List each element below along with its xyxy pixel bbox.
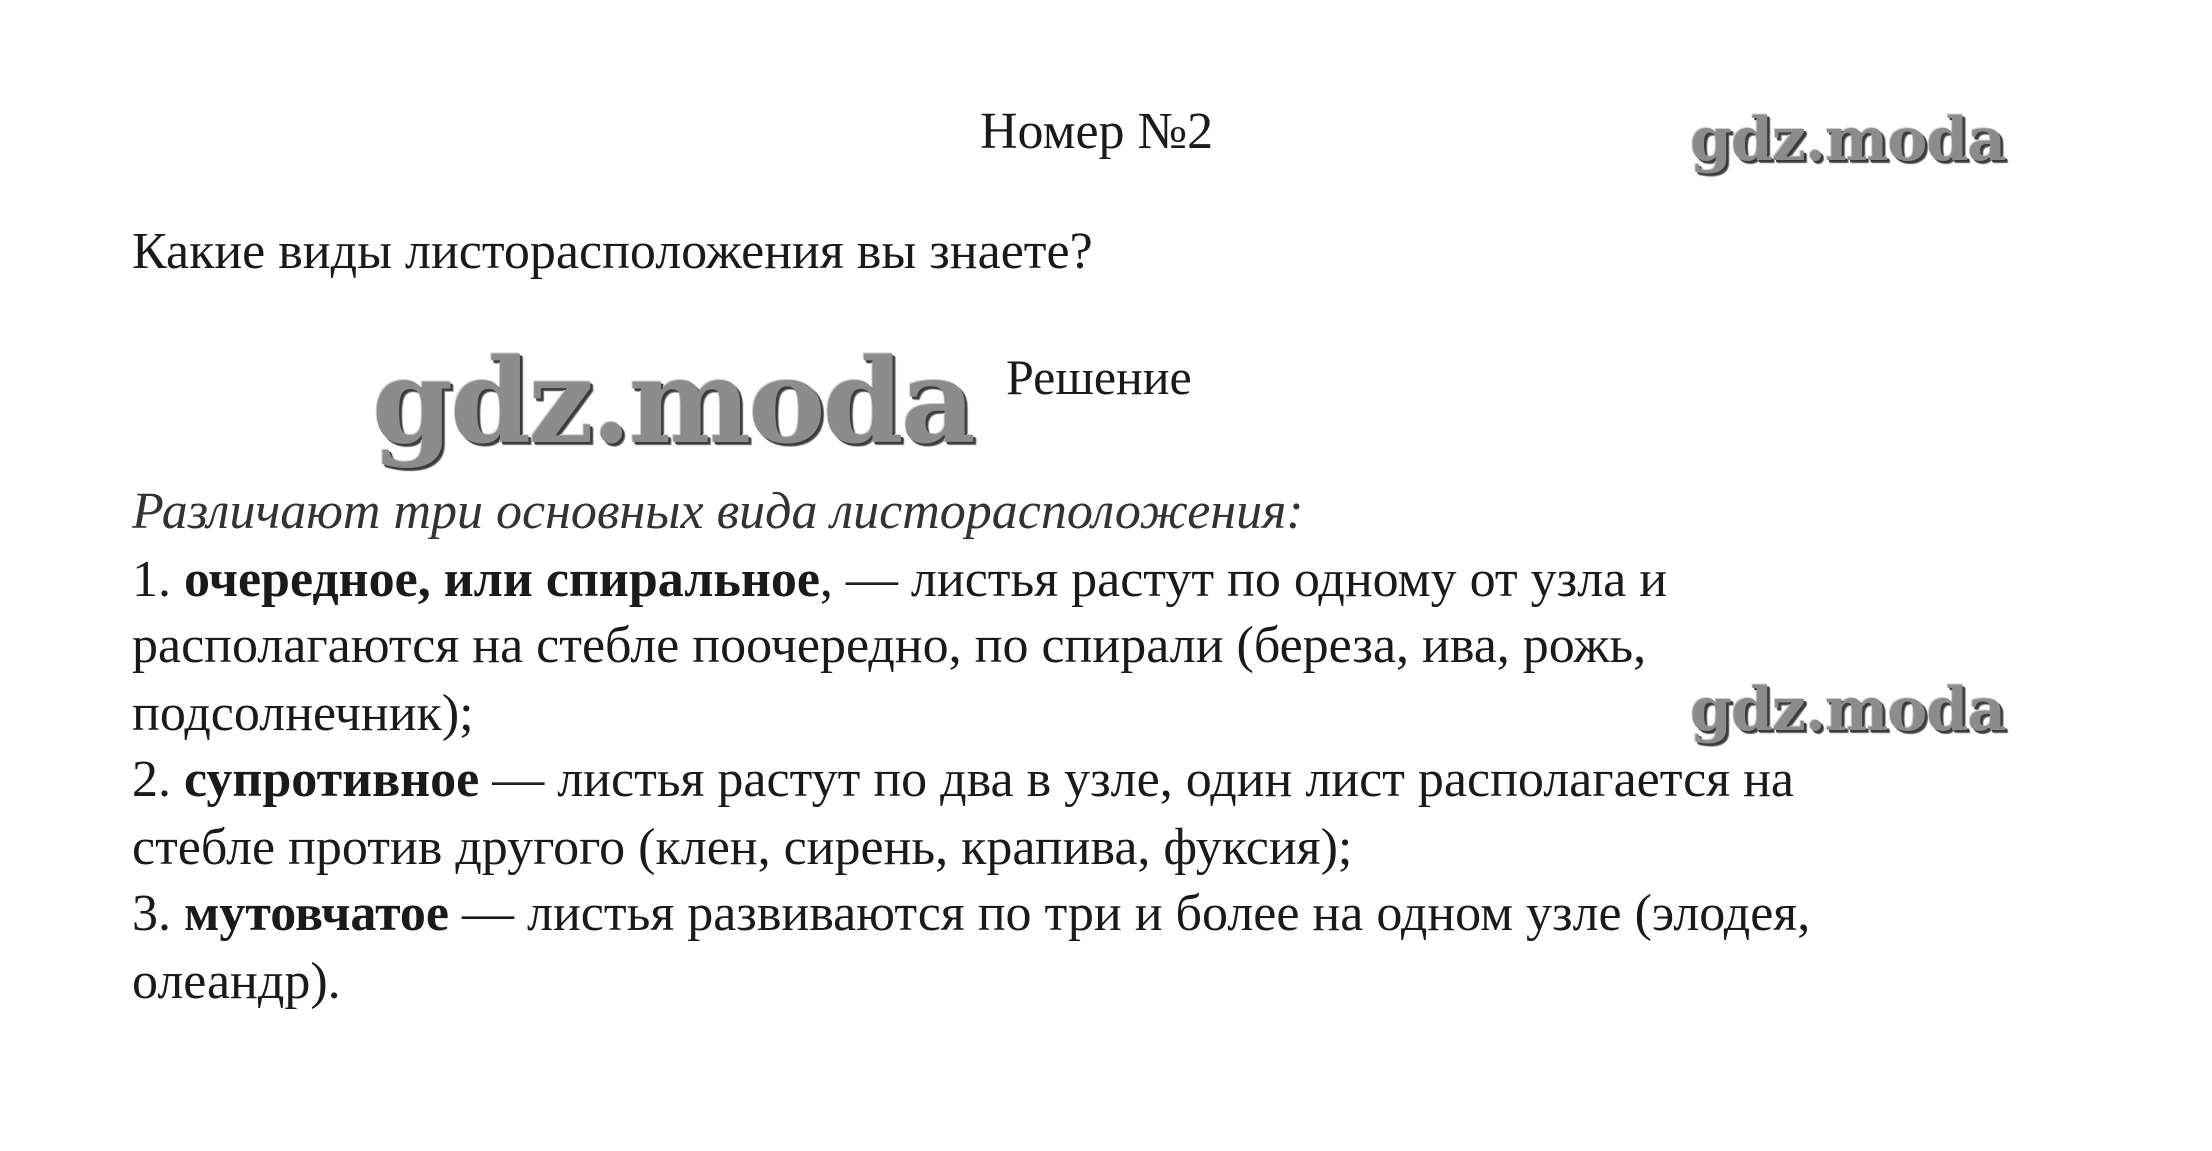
list-item-2-line-2: стебле против другого (клен, сирень, крапива, фуксия); (132, 819, 1353, 876)
list-item-number: 2. (132, 751, 184, 808)
list-item-term: мутовчатое (184, 885, 450, 942)
watermark-logo-top: gdz.moda (1690, 105, 2006, 175)
list-item-term: очередное, или спиральное (184, 551, 820, 608)
list-item-text: , — листья растут по одному от узла и (819, 551, 1668, 608)
list-item-3-line-1 (132, 885, 1811, 942)
list-item-number: 1. (132, 551, 184, 608)
solution-label: Решение (1006, 349, 1192, 405)
list-item-2-line-1 (132, 751, 1794, 808)
watermark-logo-mid: gdz.moda (1690, 675, 2006, 745)
list-item-1-line-1 (132, 551, 1668, 608)
list-item-1-line-2: располагаются на стебле поочередно, по спирали (береза, ива, рожь, (132, 617, 1647, 674)
list-item-3-line-2: олеандр). (132, 953, 341, 1010)
list-item-text: — листья растут по два в узле, один лист располагается на (479, 751, 1794, 808)
list-item-text: — листья развиваются по три и более на одном узле (элодея, (449, 885, 1811, 942)
list-item-1-line-3: подсолнечник); (132, 685, 474, 742)
list-item-number: 3. (132, 885, 184, 942)
question-text: Какие виды листорасположения вы знаете? (132, 223, 1093, 280)
intro-text: Различают три основных вида листорасположения: (132, 483, 1304, 540)
list-item-term: супротивное (184, 751, 480, 808)
page-title: Номер №2 (980, 103, 1214, 160)
watermark-logo-large: gdz.moda (372, 334, 973, 470)
